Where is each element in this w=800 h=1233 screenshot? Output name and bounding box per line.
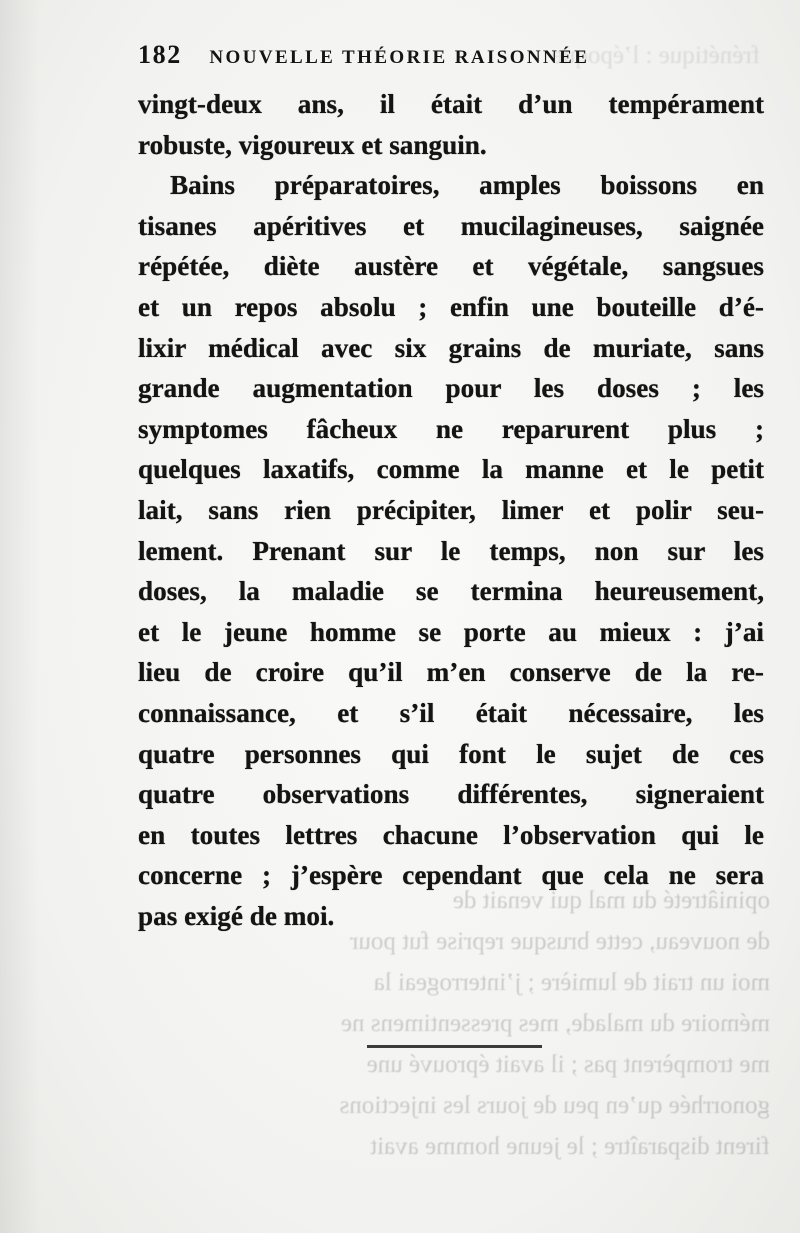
text-line: robuste, vigoureux et sanguin. bbox=[138, 129, 487, 160]
text-line: et le jeune homme se porte au mieux : j’ai bbox=[138, 616, 764, 647]
text-line: concerne ; j’espère cependant que cela ne sera bbox=[138, 860, 764, 891]
text-line: en toutes lettres chacune l’observation qui le bbox=[138, 819, 764, 850]
page-edge-shadow bbox=[0, 0, 40, 1233]
text-line: connaissance, et s’il était nécessaire, les bbox=[138, 697, 764, 728]
text-line: quatre observations différentes, signeraient bbox=[138, 779, 764, 810]
text-line: quelques laxatifs, comme la manne et le petit bbox=[138, 454, 764, 485]
running-header bbox=[138, 40, 778, 80]
show-through-top: frénétique : l’époque bbox=[551, 42, 760, 69]
text-line: lement. Prenant sur le temps, non sur les bbox=[138, 535, 764, 566]
text-line: répétée, diète austère et végétale, sangsues bbox=[138, 251, 764, 282]
text-line: doses, la maladie se termina heureusement, bbox=[138, 576, 764, 607]
text-line: Bains préparatoires, amples boissons en bbox=[170, 170, 764, 201]
text-line: tisanes apéritives et mucilagineuses, saignée bbox=[138, 210, 764, 241]
text-line: et un repos absolu ; enfin une bouteille d’é- bbox=[138, 291, 764, 322]
show-through-bottom: opiniâtreté du mal qui venait de de nouveau, cette brusque reprise fut pour moi un trait de lumière ; j’interrogeai la mémoire du malade, mes pressentimens ne me trompèrent pas ; il avait éprouvé une gonorrhée qu’en peu de jours les injections firent disparaître ; le jeune homme avait bbox=[339, 887, 770, 1160]
text-line: quatre personnes qui font le sujet de ces bbox=[138, 738, 764, 769]
text-line: grande augmentation pour les doses ; les bbox=[138, 373, 764, 404]
text-line: lait, sans rien précipiter, limer et polir seu- bbox=[138, 494, 764, 525]
text-line: symptomes fâcheux ne reparurent plus ; bbox=[138, 413, 764, 444]
text-line: vingt-deux ans, il était d’un tempérament bbox=[138, 89, 764, 119]
body-text bbox=[138, 84, 764, 936]
running-title: NOUVELLE THÉORIE RAISONNÉE bbox=[209, 47, 590, 68]
section-rule bbox=[367, 1045, 542, 1048]
page-number: 182 bbox=[138, 40, 182, 69]
text-line: lieu de croire qu’il m’en conserve de la re- bbox=[138, 657, 764, 688]
text-line: pas exigé de moi. bbox=[138, 900, 335, 931]
text-line: lixir médical avec six grains de muriate, sans bbox=[138, 332, 764, 363]
